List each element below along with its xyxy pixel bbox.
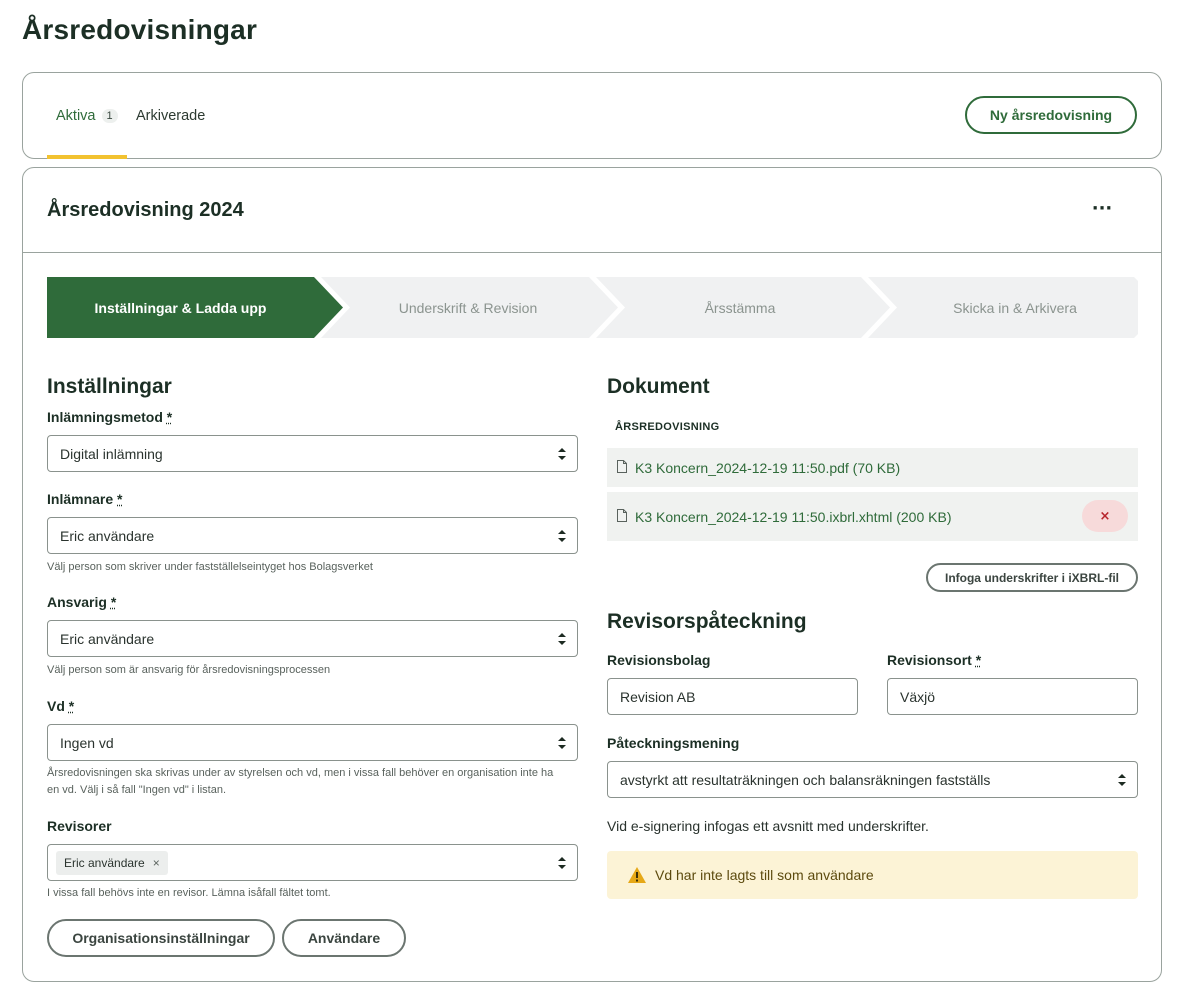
auditors-hint: I vissa fall behövs inte en revisor. Lämna isåfall fältet tomt. bbox=[47, 887, 331, 899]
auditors-multiselect[interactable] bbox=[47, 844, 578, 881]
ceo-hint bbox=[47, 765, 578, 799]
progress-stepper bbox=[47, 277, 1138, 338]
auditor-chip-label: Eric användare bbox=[64, 855, 145, 870]
submission-method-value: Digital inlämning bbox=[60, 445, 163, 462]
audit-statement-value: avstyrkt att resultaträkningen och balansräkningen fastställs bbox=[620, 771, 991, 788]
tab-active-label: Aktiva bbox=[56, 108, 96, 124]
audit-statement-label: Påteckningsmening bbox=[607, 735, 740, 751]
responsible-select[interactable] bbox=[47, 620, 578, 657]
select-caret-icon bbox=[558, 856, 566, 870]
insert-signatures-button[interactable]: Infoga underskrifter i iXBRL-fil bbox=[926, 563, 1138, 592]
annual-report-card bbox=[22, 167, 1162, 982]
select-caret-icon bbox=[558, 736, 566, 750]
card-title: Årsredovisning 2024 bbox=[47, 199, 244, 221]
step-submit-archive[interactable]: Skicka in & Arkivera bbox=[953, 299, 1077, 316]
tabs-card bbox=[22, 72, 1162, 159]
responsible-value: Eric användare bbox=[60, 630, 155, 647]
document-row[interactable] bbox=[607, 492, 1138, 541]
submission-method-label bbox=[47, 409, 172, 425]
warning-text: Vd har inte lagts till som användare bbox=[655, 867, 874, 883]
settings-heading: Inställningar bbox=[47, 375, 172, 398]
audit-statement-select[interactable] bbox=[607, 761, 1138, 798]
tab-active-count-badge: 1 bbox=[102, 109, 118, 123]
file-icon bbox=[617, 509, 627, 522]
ceo-hint-line-1: Årsredovisningen ska skrivas under av styrelsen och vd, men i vissa fall behöver en organisation inte ha bbox=[47, 767, 554, 779]
responsible-hint: Välj person som är ansvarig för årsredovisningsprocessen bbox=[47, 664, 331, 676]
step-settings-upload[interactable]: Inställningar & Ladda upp bbox=[94, 299, 267, 316]
select-caret-icon bbox=[1118, 773, 1126, 787]
ceo-label-text: Vd bbox=[47, 698, 65, 714]
ceo-select[interactable] bbox=[47, 724, 578, 761]
audit-firm-input[interactable] bbox=[607, 678, 858, 715]
more-options-button[interactable]: ··· bbox=[1089, 196, 1115, 222]
document-row[interactable] bbox=[607, 448, 1138, 487]
users-button[interactable]: Användare bbox=[282, 919, 406, 957]
ceo-hint-line-2: en vd. Välj i så fall "Ingen vd" i listan. bbox=[47, 784, 227, 796]
auditors-label: Revisorer bbox=[47, 818, 112, 834]
responsible-label bbox=[47, 594, 116, 610]
tab-archived[interactable] bbox=[136, 73, 205, 159]
required-marker: * bbox=[166, 409, 173, 425]
ceo-value: Ingen vd bbox=[60, 734, 114, 751]
warning-icon bbox=[627, 866, 647, 884]
documents-heading: Dokument bbox=[607, 375, 710, 398]
organisation-settings-button[interactable]: Organisationsinställningar bbox=[47, 919, 275, 957]
submitter-label-text: Inlämnare bbox=[47, 491, 114, 507]
required-marker: * bbox=[68, 698, 75, 714]
file-icon bbox=[617, 460, 627, 473]
e-signing-note: Vid e-signering infogas ett avsnitt med underskrifter. bbox=[607, 818, 929, 834]
required-marker: * bbox=[975, 652, 982, 668]
submission-method-select[interactable] bbox=[47, 435, 578, 472]
audit-place-input[interactable] bbox=[887, 678, 1138, 715]
step-signature-audit[interactable]: Underskrift & Revision bbox=[398, 299, 538, 316]
chip-remove-icon[interactable]: × bbox=[152, 855, 160, 870]
document-link[interactable]: K3 Koncern_2024-12-19 11:50.pdf (70 KB) bbox=[635, 459, 901, 476]
tab-archived-label: Arkiverade bbox=[136, 108, 206, 124]
submitter-label bbox=[47, 491, 122, 507]
audit-firm-label: Revisionsbolag bbox=[607, 652, 711, 668]
submitter-value: Eric användare bbox=[60, 527, 155, 544]
tab-active[interactable] bbox=[56, 73, 118, 159]
warning-banner bbox=[607, 851, 1138, 899]
audit-place-label bbox=[887, 652, 981, 668]
submitter-hint: Välj person som skriver under fastställelseintyget hos Bolagsverket bbox=[47, 561, 373, 573]
required-marker: * bbox=[117, 491, 123, 507]
audit-heading: Revisorspåteckning bbox=[607, 610, 807, 633]
auditor-chip bbox=[56, 851, 168, 875]
required-marker: * bbox=[110, 594, 117, 610]
submitter-select[interactable] bbox=[47, 517, 578, 554]
step-agm[interactable]: Årsstämma bbox=[704, 299, 776, 316]
submission-method-label-text: Inlämningsmetod bbox=[47, 409, 163, 425]
ceo-label bbox=[47, 698, 74, 714]
page-title: Årsredovisningar bbox=[22, 14, 258, 45]
select-caret-icon bbox=[558, 632, 566, 646]
select-caret-icon bbox=[558, 529, 566, 543]
remove-document-button[interactable]: × bbox=[1082, 500, 1128, 532]
audit-place-label-text: Revisionsort bbox=[887, 652, 972, 668]
select-caret-icon bbox=[558, 447, 566, 461]
card-header bbox=[23, 168, 1161, 253]
new-annual-report-button[interactable]: Ny årsredovisning bbox=[965, 96, 1137, 134]
document-link[interactable]: K3 Koncern_2024-12-19 11:50.ixbrl.xhtml (200 KB) bbox=[635, 508, 952, 525]
tab-active-indicator bbox=[47, 155, 127, 159]
responsible-label-text: Ansvarig bbox=[47, 594, 107, 610]
document-group-label: ÅRSREDOVISNING bbox=[615, 421, 720, 433]
